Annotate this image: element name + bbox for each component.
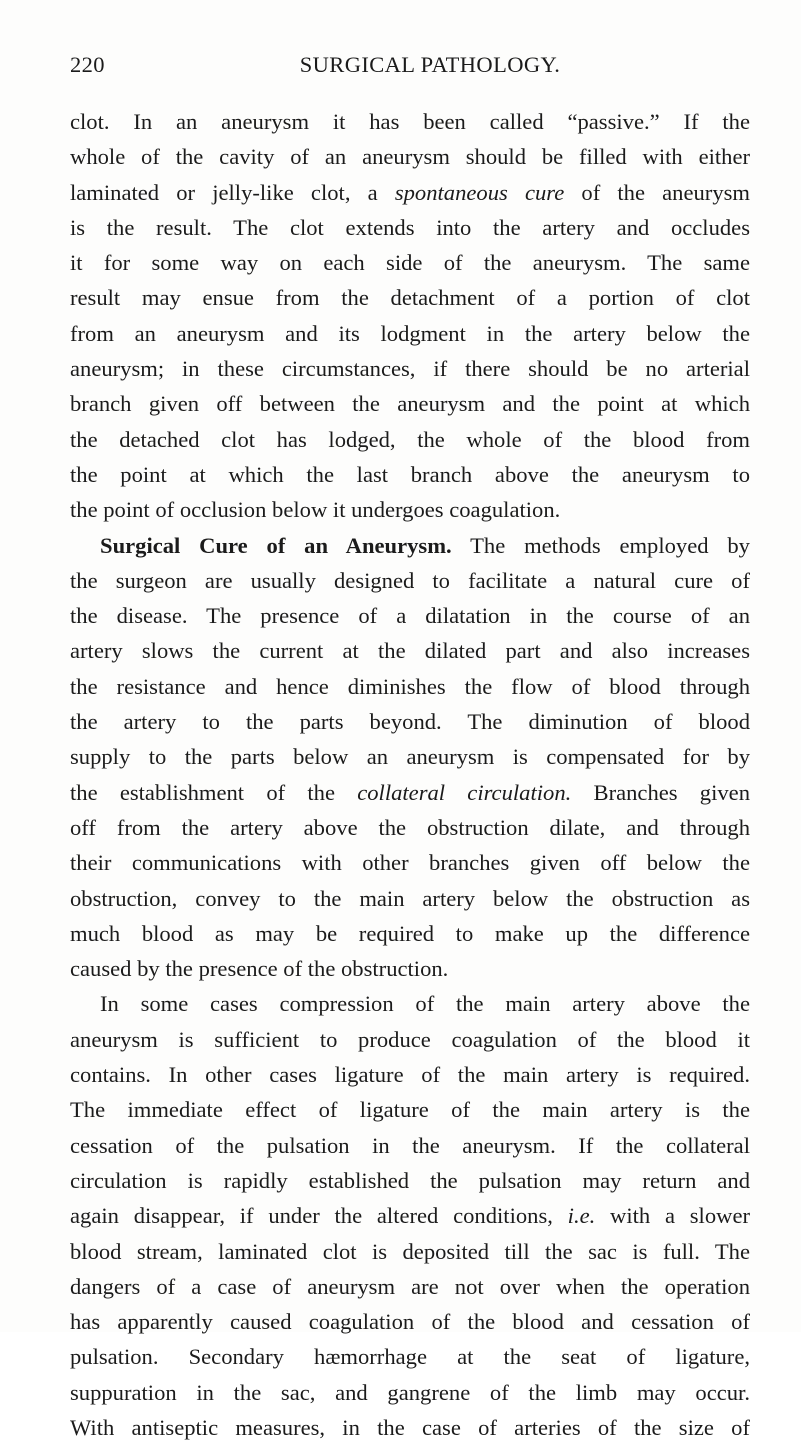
text-line — [70, 775, 750, 810]
text-segment: again disappear, if under the altered conditions, — [70, 1203, 568, 1229]
text-line — [70, 104, 750, 139]
text-segment: their communications with other branches given off below the — [70, 850, 750, 876]
text-line — [70, 280, 750, 315]
text-line — [70, 1163, 750, 1198]
text-segment: is the result. The clot extends into the artery and occludes — [70, 214, 750, 240]
text-segment: the disease. The presence of a dilatation in the course of an — [70, 603, 750, 629]
text-segment: the detached clot has lodged, the whole of the blood from — [70, 426, 750, 452]
text-line — [70, 1375, 750, 1410]
text-segment: dangers of a case of aneurysm are not over when the operation — [70, 1273, 750, 1299]
text-line — [70, 1092, 750, 1127]
text-line — [70, 1304, 750, 1339]
text-segment: contains. In other cases ligature of the main artery is required. — [70, 1062, 750, 1088]
text-line — [70, 810, 750, 845]
text-line — [70, 139, 750, 174]
text-line — [70, 563, 750, 598]
text-line — [70, 1022, 750, 1057]
text-segment: pulsation. Secondary hæmorrhage at the seat of ligature, — [70, 1344, 750, 1370]
text-segment: The methods employed by — [451, 532, 750, 558]
text-line — [70, 1269, 750, 1304]
running-title: SURGICAL PATHOLOGY. — [299, 52, 561, 77]
text-line — [70, 845, 750, 880]
text-line — [70, 704, 750, 739]
text-segment: aneurysm is sufficient to produce coagulation of the blood it — [70, 1026, 750, 1052]
text-segment: the artery to the parts beyond. The diminution of blood — [70, 709, 750, 735]
text-segment: has apparently caused coagulation of the blood and cessation of — [70, 1309, 750, 1335]
text-line — [70, 210, 750, 245]
text-segment: the point of occlusion below it undergoes coagulation. — [70, 497, 561, 523]
text-segment: the surgeon are usually designed to facilitate a natural cure of — [70, 567, 750, 593]
text-segment: from an aneurysm and its lodgment in the artery below the — [70, 320, 750, 346]
section-heading: Surgical Cure of an Aneurysm. — [100, 532, 452, 558]
text-line — [70, 457, 750, 492]
text-line — [70, 598, 750, 633]
italic-term: collateral circulation. — [357, 779, 572, 805]
text-segment: suppuration in the sac, and gangrene of the limb may occur. — [70, 1379, 750, 1405]
text-line — [70, 1234, 750, 1269]
text-segment: circulation is rapidly established the pulsation may return and — [70, 1167, 750, 1193]
text-line — [70, 633, 750, 668]
text-segment: off from the artery above the obstruction dilate, and through — [70, 814, 750, 840]
text-line — [70, 669, 750, 704]
text-line — [70, 422, 750, 457]
page-number: 220 — [70, 52, 105, 77]
text-line — [70, 245, 750, 280]
text-segment: clot. In an aneurysm it has been called “passive.” If the — [70, 109, 750, 134]
text-segment: with a slower — [595, 1203, 750, 1229]
text-segment: The immediate effect of ligature of the main artery is the — [70, 1097, 750, 1123]
running-head — [70, 52, 750, 82]
text-segment: the resistance and hence diminishes the flow of blood through — [70, 673, 750, 699]
text-segment: blood stream, laminated clot is deposited till the sac is full. The — [70, 1238, 750, 1264]
text-line — [70, 881, 750, 916]
text-segment: obstruction, convey to the main artery below the obstruction as — [70, 885, 750, 911]
text-segment: whole of the cavity of an aneurysm should be filled with either — [70, 144, 750, 170]
text-segment: result may ensue from the detachment of a portion of clot — [70, 285, 750, 311]
text-line — [70, 492, 750, 527]
text-line — [70, 316, 750, 351]
text-line — [70, 175, 750, 210]
text-segment: In some cases compression of the main artery above the — [100, 991, 750, 1017]
text-line — [70, 528, 750, 563]
text-line — [70, 1057, 750, 1092]
text-segment: the point at which the last branch above the aneurysm to — [70, 461, 750, 487]
italic-term: spontaneous cure — [394, 179, 565, 205]
text-segment: it for some way on each side of the aneurysm. The same — [70, 250, 750, 276]
italic-term: i.e. — [567, 1203, 596, 1229]
text-segment: much blood as may be required to make up the difference — [70, 920, 750, 946]
text-line — [70, 951, 750, 986]
text-line — [70, 351, 750, 386]
text-segment: the establishment of the — [70, 779, 358, 805]
text-segment: branch given off between the aneurysm and the point at which — [70, 391, 750, 417]
text-segment: cessation of the pulsation in the aneurysm. If the collateral — [70, 1132, 750, 1158]
text-line — [70, 986, 750, 1021]
text-line — [70, 1339, 750, 1374]
text-segment: Branches given — [571, 779, 750, 805]
text-segment: caused by the presence of the obstruction. — [70, 956, 449, 982]
text-segment: With antiseptic measures, in the case of arteries of the size of — [70, 1414, 750, 1440]
text-segment: laminated or jelly-like clot, a — [70, 179, 395, 205]
text-line — [70, 1410, 750, 1445]
text-segment: artery slows the current at the dilated part and also increases — [70, 638, 750, 664]
text-segment: of the aneurysm — [564, 179, 750, 205]
text-line — [70, 739, 750, 774]
body-text — [70, 104, 750, 1445]
text-line — [70, 916, 750, 951]
text-line — [70, 386, 750, 421]
text-line — [70, 1128, 750, 1163]
text-segment: supply to the parts below an aneurysm is compensated for by — [70, 744, 750, 770]
text-line — [70, 1198, 750, 1233]
text-segment: aneurysm; in these circumstances, if there should be no arterial — [70, 356, 750, 382]
